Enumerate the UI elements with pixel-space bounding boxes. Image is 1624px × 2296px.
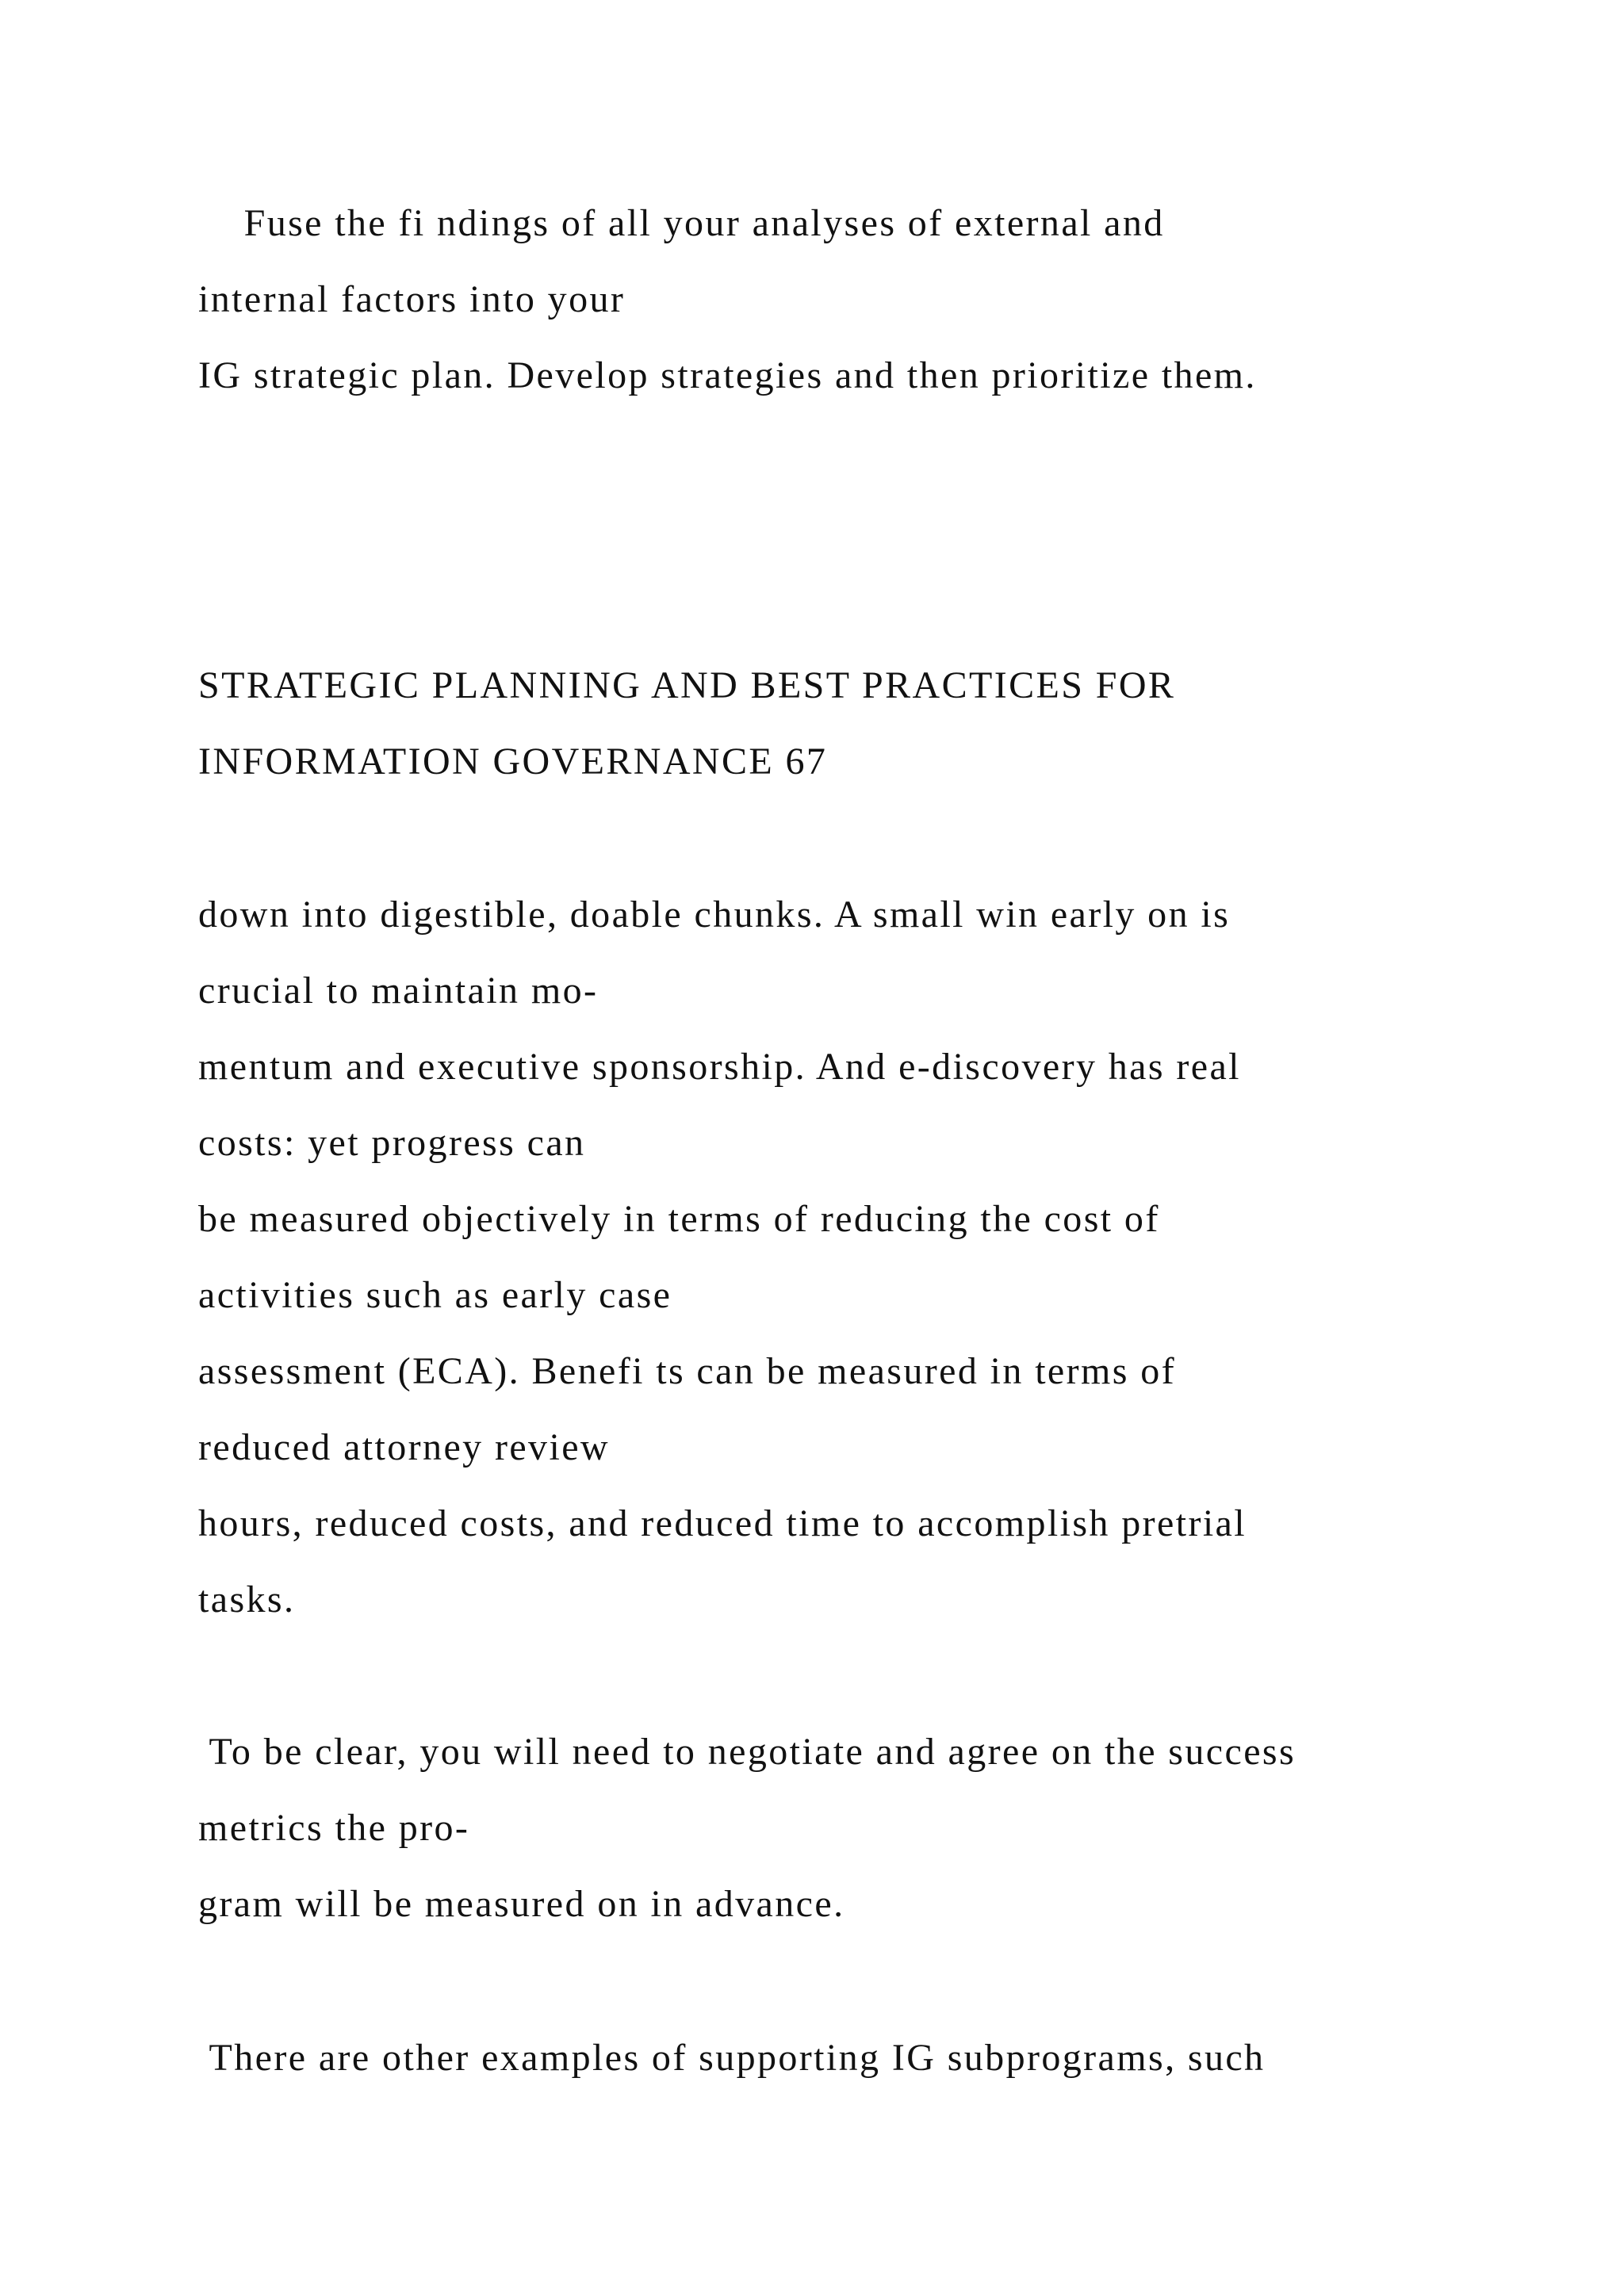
text-line: internal factors into your [198, 278, 626, 320]
text-line: assessment (ECA). Benefi ts can be measured in terms of [198, 1350, 1177, 1392]
text-line: hours, reduced costs, and reduced time to accomplish pretrial [198, 1502, 1247, 1544]
text-line: IG strategic plan. Develop strategies and then prioritize them. [198, 354, 1257, 396]
text-line: gram will be measured on in advance. [198, 1883, 845, 1925]
text-line: To be clear, you will need to negotiate and agree on the success [198, 1731, 1297, 1773]
section-heading: STRATEGIC PLANNING AND BEST PRACTICES FOR [198, 664, 1176, 706]
text-line: Fuse the fi ndings of all your analyses of external and [198, 202, 1165, 244]
text-line: be measured objectively in terms of reducing the cost of [198, 1198, 1160, 1240]
text-line: metrics the pro- [198, 1807, 470, 1849]
text-line: reduced attorney review [198, 1426, 610, 1468]
text-line: There are other examples of supporting IG subprograms, such [198, 2037, 1266, 2079]
text-line: down into digestible, doable chunks. A small win early on is [198, 894, 1231, 936]
text-line: activities such as early case [198, 1274, 672, 1316]
text-line: tasks. [198, 1578, 296, 1621]
text-line: costs: yet progress can [198, 1122, 586, 1164]
text-line: mentum and executive sponsorship. And e-discovery has real [198, 1046, 1241, 1088]
section-heading: INFORMATION GOVERNANCE 67 [198, 740, 828, 783]
text-line: crucial to maintain mo- [198, 970, 599, 1012]
